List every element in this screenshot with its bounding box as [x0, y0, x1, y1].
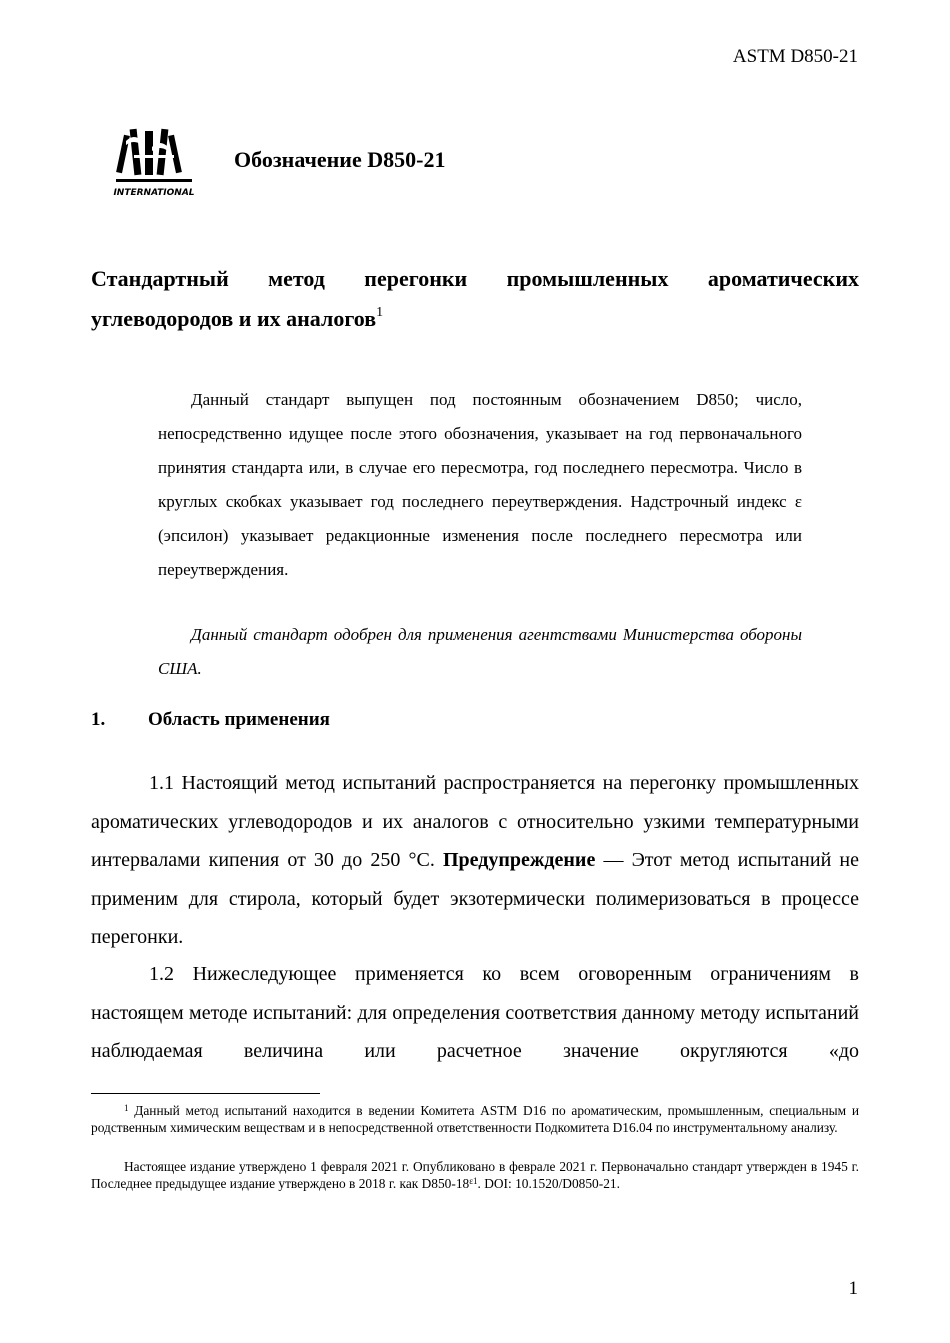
astm-logo	[112, 127, 196, 199]
title-footnote-ref[interactable]: 1	[376, 305, 384, 320]
footnote-edition	[91, 1158, 859, 1192]
footnote-1	[91, 1102, 859, 1136]
paragraph-1-2: 1.2 Нижеследующее применяется ко всем оговоренным ограничениям в настоящем методе испытаний: для определения соответствия данному методу испытаний наблюдаемая величина или расчетное значение округляются «до	[91, 963, 859, 1062]
section-heading-scope	[91, 709, 330, 731]
page-number: 1	[848, 1278, 858, 1299]
footnote-divider	[91, 1093, 320, 1094]
section-title: Область применения	[148, 709, 330, 730]
footnote-1-text: Данный метод испытаний находится в ведении Комитета ASTM D16 по ароматическим, промышленным, специальным и родственным химическим веществам и в непосредственной ответственности Подкомитета D16.04 по инструментальному анализу.	[91, 1103, 859, 1135]
dod-approval-note: Данный стандарт одобрен для применения агентствами Министерства обороны США.	[158, 625, 802, 678]
logo-wordmark: INTERNATIONAL	[113, 188, 195, 198]
document-code: ASTM D850-21	[732, 46, 858, 67]
designation-heading: Обозначение D850-21	[234, 147, 446, 172]
footnote-edition-text-a: Настоящее издание утверждено 1 февраля 2021 г. Опубликовано в феврале 2021 г. Первоначально стандарт утвержден в 1945 г. Последнее предыдущее издание утверждено в 2018 г. как D850-18	[91, 1159, 859, 1191]
astm-logo-icon	[112, 127, 196, 199]
section-number: 1.	[91, 709, 106, 730]
footnote-edition-sup: ε1	[469, 1176, 478, 1186]
paragraph-1-1-text: 1.1 Настоящий метод испытаний распространяется на перегонку промышленных ароматических углеводородов и их аналогов с относительно узкими температурными интервалами кипения от 30 до 250 °C.	[91, 772, 859, 871]
warning-label: Предупреждение	[442, 849, 596, 871]
title-text: Стандартный метод перегонки промышленных ароматических углеводородов и их аналогов	[91, 266, 859, 331]
warning-text: — Этот метод испытаний не применим для стирола, который будет экзотермически полимеризоваться в процессе перегонки.	[91, 849, 859, 948]
designation-notice: Данный стандарт выпущен под постоянным обозначением D850; число, непосредственно идущее после этого обозначения, указывает на год первоначального принятия стандарта или, в случае его пересмотра, год последнего пересмотра. Число в круглых скобках указывает год последнего переутверждения. Надстрочный индекс ε (эпсилон) указывает редакционные изменения после последнего пересмотра или переутверждения.	[158, 390, 802, 579]
document-title	[91, 259, 859, 339]
footnote-edition-text-b: . DOI: 10.1520/D0850-21.	[477, 1176, 620, 1191]
paragraph-1-1	[91, 764, 859, 957]
footnote-1-marker: 1	[124, 1103, 129, 1113]
